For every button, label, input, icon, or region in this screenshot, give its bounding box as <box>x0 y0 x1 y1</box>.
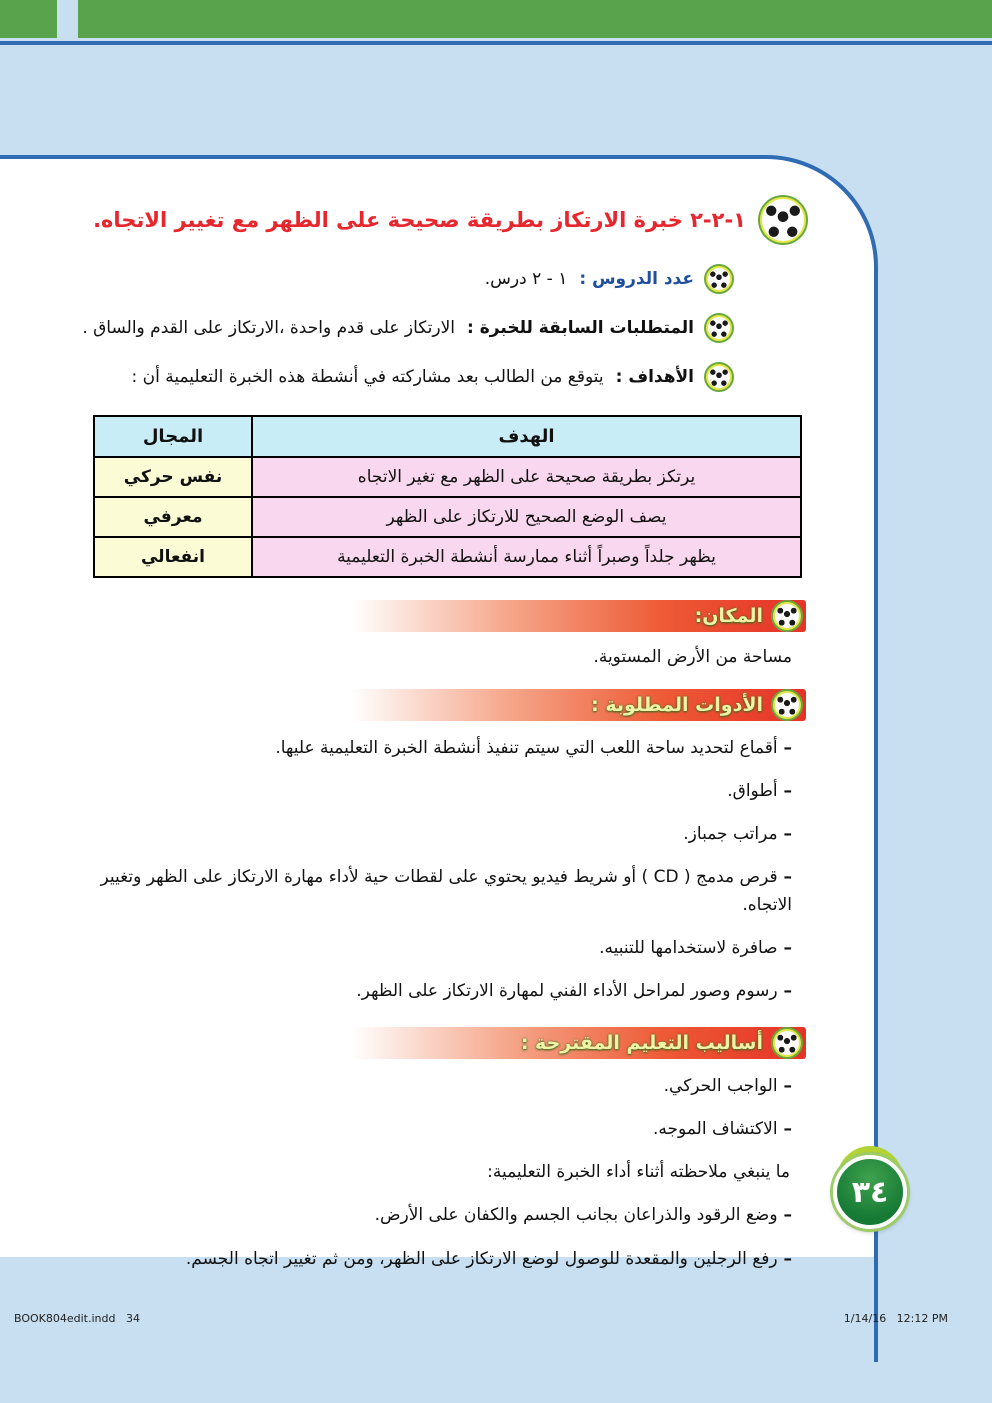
soccer-ball-icon <box>773 1029 801 1057</box>
soccer-ball-icon <box>760 197 806 243</box>
objective-column-header: الهدف <box>252 416 801 457</box>
list-item: – قرص مدمج ( CD ) أو شريط فيديو يحتوي على لقطات حية لأداء مهارة الارتكاز على الظهر وتغيير الاتجاه. <box>62 863 792 919</box>
footer-file-name: BOOK804edit.indd 34 <box>14 1312 140 1325</box>
objective-cell: يصف الوضع الصحيح للارتكاز على الظهر <box>252 497 801 537</box>
place-body: مساحة من الأرض المستوية. <box>593 647 792 667</box>
list-item: – الواجب الحركي. <box>62 1072 792 1100</box>
soccer-ball-icon <box>706 364 732 390</box>
soccer-ball-icon <box>706 266 732 292</box>
methods-list <box>62 1072 792 1272</box>
page-number <box>833 1155 907 1229</box>
domain-cell: انفعالي <box>94 537 252 577</box>
table-row <box>94 457 801 497</box>
soccer-ball-icon <box>773 691 801 719</box>
top-green-bar-left <box>0 0 57 38</box>
prerequisites-value: الارتكاز على قدم واحدة ،الارتكاز على القدم والساق . <box>82 318 456 338</box>
top-green-bar-right <box>78 0 992 38</box>
page-title: ١-٢-٢ خبرة الارتكاز بطريقة صحيحة على الظهر مع تغيير الاتجاه. <box>93 207 746 232</box>
objectives-row <box>48 364 732 390</box>
list-item: – صافرة لاستخدامها للتنبيه. <box>62 934 792 962</box>
domain-cell: معرفي <box>94 497 252 537</box>
list-item: – مراتب جمباز. <box>62 820 792 848</box>
table-row <box>94 537 801 577</box>
footer-timestamp: 1/14/16 12:12 PM <box>843 1312 948 1325</box>
right-blue-line <box>874 1256 878 1362</box>
section-header-place <box>332 600 806 632</box>
section-header-methods <box>332 1027 806 1059</box>
lessons-value: ١ - ٢ درس. <box>484 269 568 289</box>
objective-cell: يرتكز بطريقة صحيحة على الظهر مع تغير الاتجاه <box>252 457 801 497</box>
section-title-place: المكان: <box>694 605 763 627</box>
list-item: – رفع الرجلين والمقعدة للوصول لوضع الارتكاز على الظهر، ومن ثم تغيير اتجاه الجسم. <box>62 1245 792 1273</box>
list-item: – أقماع لتحديد ساحة اللعب التي سيتم تنفيذ أنشطة الخبرة التعليمية عليها. <box>62 734 792 762</box>
content-area <box>0 155 878 1269</box>
soccer-ball-icon <box>773 602 801 630</box>
title-row <box>48 197 806 243</box>
tools-list <box>62 734 792 1005</box>
objectives-table-body <box>94 457 801 577</box>
list-item: – الاكتشاف الموجه. <box>62 1115 792 1143</box>
list-item: – وضع الرقود والذراعان بجانب الجسم والكفان على الأرض. <box>62 1201 792 1229</box>
lessons-label: عدد الدروس : <box>579 269 694 289</box>
lessons-row <box>48 266 732 292</box>
section-header-tools <box>332 689 806 721</box>
list-item: – أطواق. <box>62 777 792 805</box>
top-blue-line <box>0 41 992 45</box>
objective-cell: يظهر جلداً وصبراً أثناء ممارسة أنشطة الخبرة التعليمية <box>252 537 801 577</box>
list-item: ما ينبغي ملاحظته أثناء أداء الخبرة التعليمية: <box>487 1162 790 1183</box>
list-item: – رسوم وصور لمراحل الأداء الفني لمهارة الارتكاز على الظهر. <box>62 977 792 1005</box>
table-header-row <box>94 416 801 457</box>
prerequisites-row <box>48 315 732 341</box>
section-title-tools: الأدوات المطلوبة : <box>591 694 763 716</box>
domain-cell: نفس حركي <box>94 457 252 497</box>
domain-column-header: المجال <box>94 416 252 457</box>
objectives-table <box>93 415 802 578</box>
section-title-methods: أساليب التعليم المقترحة : <box>520 1032 763 1055</box>
table-row <box>94 497 801 537</box>
objectives-value: يتوقع من الطالب بعد مشاركته في أنشطة هذه الخبرة التعليمية أن : <box>131 367 604 387</box>
objectives-label: الأهداف : <box>615 367 694 387</box>
page-number-value: ٣٤ <box>851 1174 889 1210</box>
prerequisites-label: المتطلبات السابقة للخبرة : <box>467 318 694 338</box>
page-number-badge <box>824 1146 916 1238</box>
soccer-ball-icon <box>706 315 732 341</box>
